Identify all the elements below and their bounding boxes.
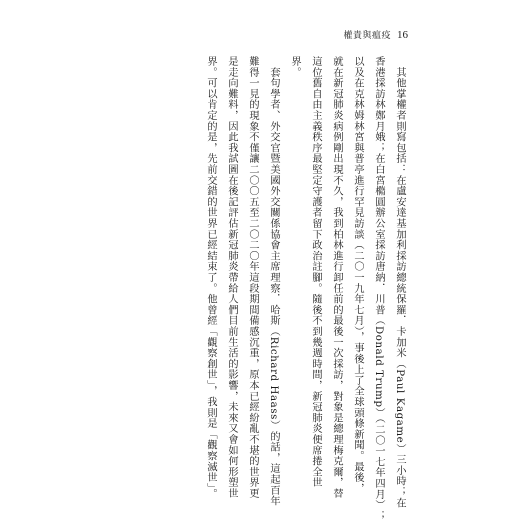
- running-header: [343, 28, 408, 41]
- body-text: 其他掌權者則寫包括：在盧安達基加利採訪總統保羅．卡加米（Paul Kagame）三小時；在 香港採訪林鄭月娥；在白宮橢圓辦公室採訪唐納．川普（Donald Trump）（二〇一七年四月）； 以及在克林姆林宮與普亭進行罕見訪談（二〇一九年七月），事後上了全球頭條新聞。最後， 就在新冠肺炎病例剛出現不久，我到柏林進行卸任前的最後一次採訪，對象是總理梅克爾，替 這位舊自由主義秩序最堅定守護者留下政治註腳。隨後不到幾週時間，新冠肺炎便席捲全世 界。 套句學者、外交官暨美國外交關係協會主席理察．哈斯（Richard Haass）的話，這起百年 難得一見的現象不僅讓二〇〇五至二〇二〇年這段期間備感沉重，原本已經紛亂不堪的世界更 是走向難料，因此我試圖在後記評估新冠肺炎帶給人們目前生活的影響，未來又會如何形塑世 界。可以肯定的是，先前交錯的世界已經結束了。他曾經「觀察創世」，我則是「觀察滅世」。: [205, 56, 405, 521]
- book-title: 權貴與瘟疫: [343, 31, 391, 41]
- body-text-area: [205, 56, 410, 521]
- page-number: 16: [397, 28, 408, 41]
